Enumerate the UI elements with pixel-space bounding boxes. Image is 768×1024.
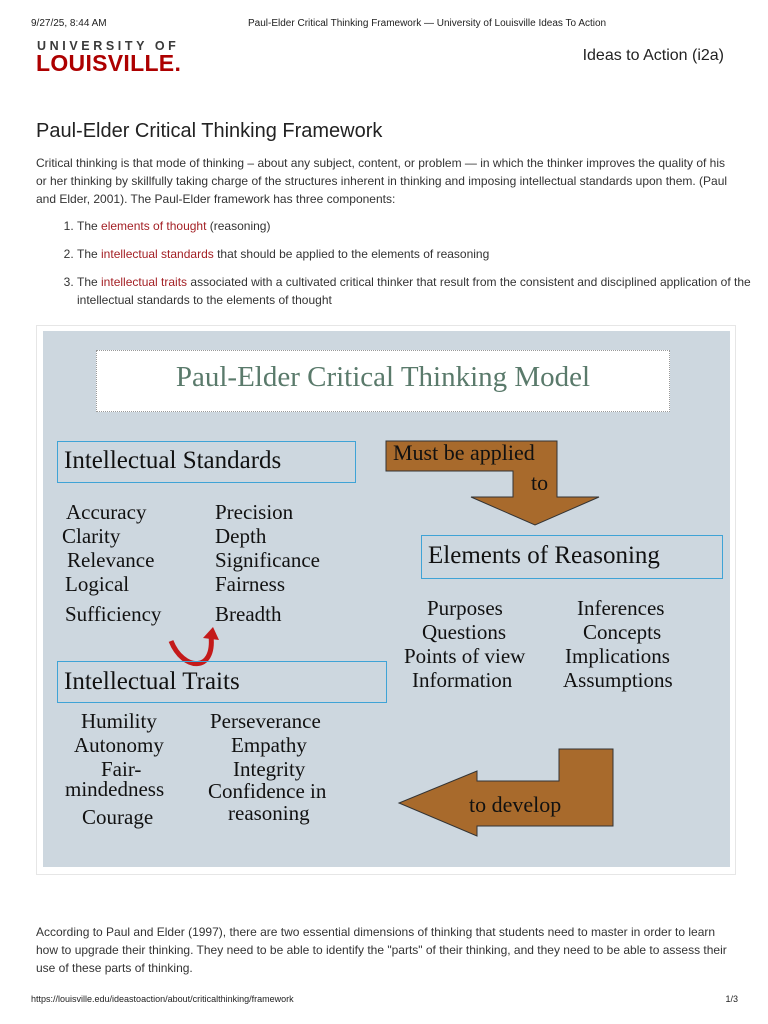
standard-item: Breadth (215, 602, 282, 626)
trait-item: Fair- (101, 757, 142, 781)
standard-item: Significance (215, 548, 320, 572)
standard-item: Accuracy (66, 500, 147, 524)
print-datetime: 9/27/25, 8:44 AM (31, 18, 107, 29)
trait-item: reasoning (228, 801, 310, 825)
list-item-prefix: The (77, 275, 102, 289)
list-item (77, 245, 768, 263)
standards-box (57, 441, 356, 483)
page-title: Paul-Elder Critical Thinking Framework (36, 120, 383, 142)
element-item: Purposes (427, 596, 503, 620)
site-title-link[interactable]: Ideas to Action (i2a) (582, 47, 724, 64)
list-item-suffix: (reasoning) (206, 219, 271, 233)
components-list (36, 217, 768, 319)
curved-arrowhead (203, 627, 219, 640)
standard-item: Depth (215, 524, 267, 548)
arrow1-label-2: to (531, 470, 549, 495)
standard-item: Relevance (67, 548, 155, 572)
standard-item: Precision (215, 500, 294, 524)
standard-item: Fairness (215, 572, 285, 596)
element-item: Points of view (404, 644, 526, 668)
logo-line2[interactable]: LOUISVILLE. (36, 50, 182, 76)
trait-item: Humility (81, 709, 157, 733)
arrow1-label: Must be applied (393, 440, 535, 465)
intellectual-standards-link[interactable]: intellectual standards (101, 247, 214, 261)
standard-item: Logical (65, 572, 130, 596)
model-title: Paul-Elder Critical Thinking Model (175, 361, 591, 393)
trait-item: Perseverance (210, 709, 321, 733)
element-item: Inferences (577, 596, 665, 620)
list-item-prefix: The (77, 247, 102, 261)
element-item: Information (412, 668, 513, 692)
trait-item: Empathy (231, 733, 307, 757)
element-item: Questions (422, 620, 506, 644)
print-page-title: Paul-Elder Critical Thinking Framework — University of Louisville Ideas To Action (248, 18, 607, 29)
elements-label: Elements of Reasoning (428, 542, 660, 569)
standard-item: Clarity (62, 524, 121, 548)
element-item: Implications (565, 644, 670, 668)
list-item-suffix: that should be applied to the elements of reasoning (213, 247, 490, 261)
arrow2-label: to develop (469, 792, 562, 817)
trait-item: Autonomy (74, 733, 164, 757)
model-diagram (43, 331, 730, 867)
element-item: Concepts (583, 620, 662, 644)
traits-box (57, 661, 387, 703)
model-title-box (96, 350, 670, 412)
standards-label: Intellectual Standards (64, 447, 282, 474)
standard-item: Sufficiency (65, 602, 162, 626)
elements-of-thought-link[interactable]: elements of thought (101, 219, 207, 233)
trait-item: mindedness (65, 777, 165, 801)
traits-label: Intellectual Traits (64, 668, 240, 695)
intro-paragraph: Critical thinking is that mode of thinking – about any subject, content, or problem — in which the thinker improves the quality of his or her thinking by skillfully taking charge of the structures inherent in thinking and imposing intellectual standards upon them. (Paul and Elder, 2001). The Paul-Elder framework has three components: (36, 156, 728, 206)
intellectual-traits-link[interactable]: intellectual traits (101, 275, 188, 289)
trait-item: Confidence in (208, 779, 327, 803)
list-item (77, 273, 768, 309)
trait-item: Courage (82, 805, 154, 829)
element-item: Assumptions (563, 668, 673, 692)
list-item (77, 217, 768, 235)
trait-item: Integrity (233, 757, 306, 781)
list-item-suffix: associated with a cultivated critical thinker that result from the consistent and disciplined application of the intellectual standards to the elements of thought (77, 275, 751, 307)
curved-arrow (171, 636, 211, 664)
elements-box (421, 535, 723, 579)
print-url: https://louisville.edu/ideastoaction/about/criticalthinking/framework (31, 994, 294, 1004)
closing-paragraph: According to Paul and Elder (1997), there are two essential dimensions of thinking that students need to master in order to learn how to upgrade their thinking. They need to be able to identify the "parts" of their thinking, and they need to be able to assess their use of these parts of thinking. (36, 925, 727, 975)
print-page-number: 1/3 (725, 994, 738, 1004)
list-item-prefix: The (77, 219, 102, 233)
logo-line1[interactable]: UNIVERSITY OF (37, 39, 180, 53)
